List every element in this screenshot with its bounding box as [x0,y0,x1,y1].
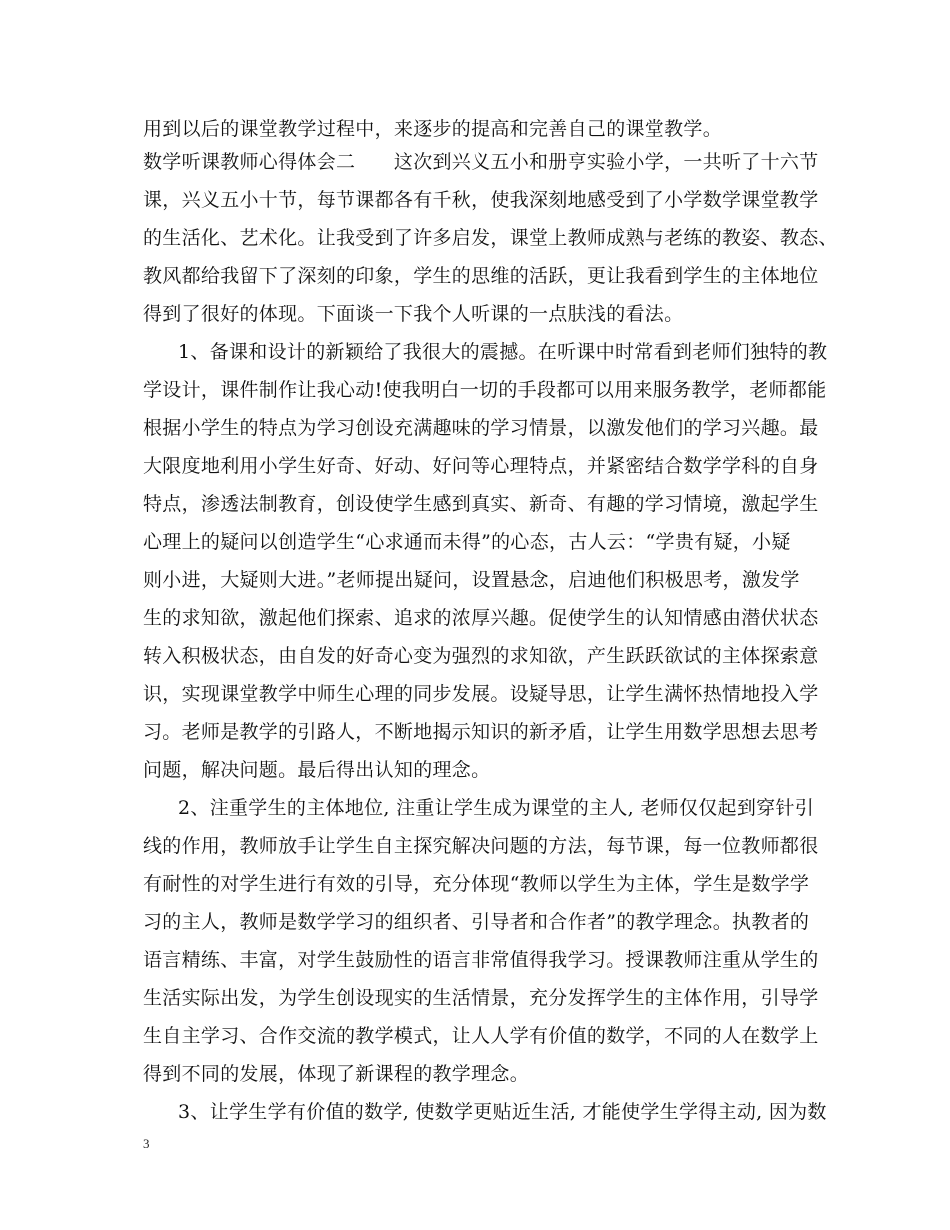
text-line: 2、注重学生的主体地位, 注重让学生成为课堂的主人, 老师仅仅起到穿针引 [178,797,815,819]
text-line: 识，实现课堂教学中师生心理的同步发展。设疑导思，让学生满怀热情地投入学 [143,683,819,705]
text-line: 则小进，大疑则大进。”老师提出疑问，设置悬念，启迪他们积极思考，激发学 [143,569,800,591]
text-line: 根据小学生的特点为学习创设充满趣味的学习情景，以激发他们的学习兴趣。最 [143,417,819,439]
text-line: 语言精练、丰富，对学生鼓励性的语言非常值得我学习。授课教师注重从学生的 [143,949,819,971]
text-line: 得到不同的发展，体现了新课程的教学理念。 [143,1063,530,1085]
text-line: 的生活化、艺术化。让我受到了许多启发，课堂上教师成熟与老练的教姿、教态、 [143,227,838,249]
text-line: 教风都给我留下了深刻的印象，学生的思维的活跃，更让我看到学生的主体地位 [143,265,819,287]
text-line: 用到以后的课堂教学过程中，来逐步的提高和完善自己的课堂教学。 [143,118,723,140]
text-line: 大限度地利用小学生好奇、好动、好问等心理特点，并紧密结合数学学科的自身 [143,455,819,477]
text-line: 1、备课和设计的新颖给了我很大的震撼。在听课中时常看到老师们独特的教 [178,341,828,363]
text-line: 特点，渗透法制教育，创设使学生感到真实、新奇、有趣的学习情境，激起学生 [143,493,819,515]
page-number: 3 [143,1136,150,1151]
text-line: 学设计，课件制作让我心动!使我明白一切的手段都可以用来服务教学，老师都能 [143,379,827,401]
text-line: 生自主学习、合作交流的教学模式，让人人学有价值的数学，不同的人在数学上 [143,1025,819,1047]
text-line: 转入积极状态，由自发的好奇心变为强烈的求知欲，产生跃跃欲试的主体探索意 [143,645,819,667]
text-line: 3、让学生学有价值的数学, 使数学更贴近生活, 才能使学生学得主动, 因为数 [178,1101,827,1123]
text-line: 线的作用，教师放手让学生自主探究解决问题的方法，每节课，每一位教师都很 [143,835,819,857]
text-line: 数学听课教师心得体会二 这次到兴义五小和册亨实验小学，一共听了十六节 [143,151,819,173]
text-line: 习的主人，教师是数学学习的组织者、引导者和合作者”的教学理念。执教者的 [143,911,810,933]
text-line: 生的求知欲，激起他们探索、追求的浓厚兴趣。促使学生的认知情感由潜伏状态 [143,607,819,629]
text-line: 习。老师是教学的引路人，不断地揭示知识的新矛盾，让学生用数学思想去思考 [143,721,819,743]
text-line: 有耐性的对学生进行有效的引导，充分体现“教师以学生为主体，学生是数学学 [143,873,810,895]
text-line: 心理上的疑问以创造学生“心求通而未得”的心态，古人云：“学贵有疑，小疑 [143,531,791,553]
text-line: 课，兴义五小十节，每节课都各有千秋，使我深刻地感受到了小学数学课堂教学 [143,189,819,211]
text-line: 得到了很好的体现。下面谈一下我个人听课的一点肤浅的看法。 [143,303,684,325]
text-line: 生活实际出发，为学生创设现实的生活情景，充分发挥学生的主体作用，引导学 [143,987,819,1009]
text-line: 问题，解决问题。最后得出认知的理念。 [143,759,491,781]
